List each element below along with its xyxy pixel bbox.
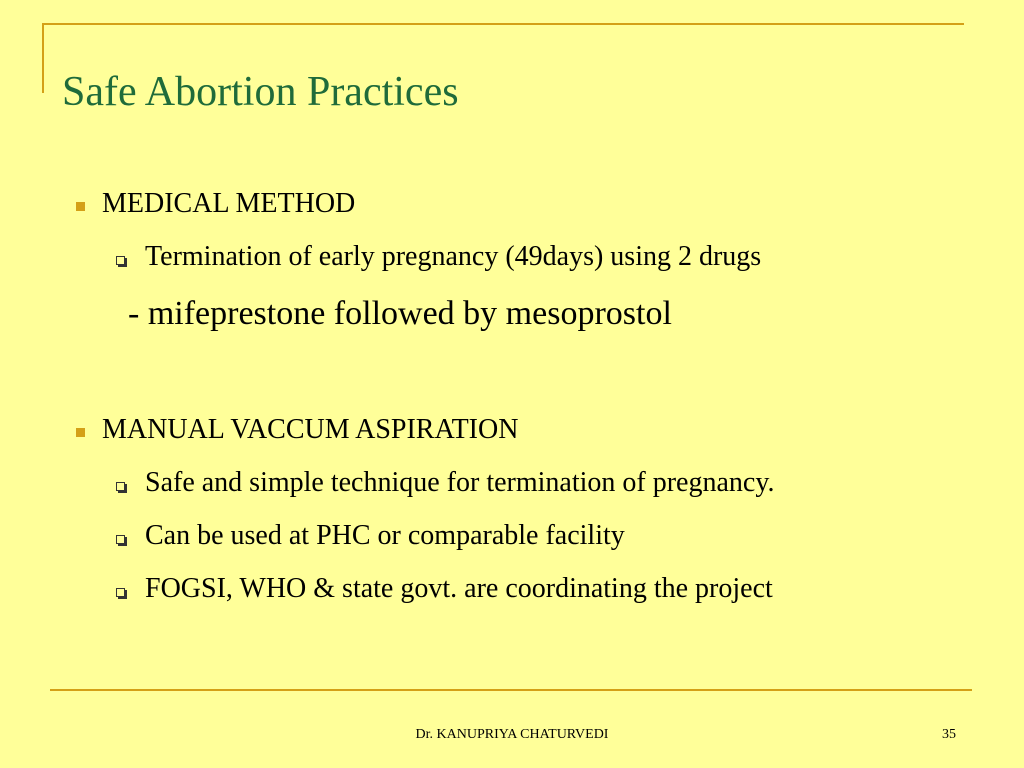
- bullet-manual-vaccum-aspiration: [102, 414, 518, 446]
- bottom-divider-line: [50, 689, 972, 691]
- bullet-text: MANUAL VACCUM ASPIRATION: [102, 414, 519, 445]
- bullet-medical-method: [102, 188, 355, 220]
- top-divider-line: [42, 23, 964, 25]
- subbullet-safe-technique: [145, 467, 775, 499]
- bullet-text: MEDICAL METHOD: [102, 188, 356, 219]
- left-divider-line: [42, 23, 44, 93]
- slide-number: 35: [942, 727, 956, 742]
- subbullet-early-pregnancy: [145, 241, 761, 273]
- continuation-line: - mifeprestone followed by mesoprostol: [128, 295, 672, 332]
- hollow-square-bullet-icon: [116, 535, 125, 544]
- subbullet-text: Safe and simple technique for termination of pregnancy.: [145, 467, 775, 498]
- square-bullet-icon: [76, 202, 85, 211]
- subbullet-coordinating-project: [145, 573, 773, 605]
- footer-author: Dr. KANUPRIYA CHATURVEDI: [415, 727, 609, 742]
- subbullet-text: FOGSI, WHO & state govt. are coordinating the project: [145, 573, 773, 604]
- hollow-square-bullet-icon: [116, 256, 125, 265]
- hollow-square-bullet-icon: [116, 482, 125, 491]
- subbullet-text: Termination of early pregnancy (49days) using 2 drugs: [145, 241, 762, 272]
- subbullet-phc-facility: [145, 520, 625, 552]
- hollow-square-bullet-icon: [116, 588, 125, 597]
- square-bullet-icon: [76, 428, 85, 437]
- slide-title: Safe Abortion Practices: [62, 69, 459, 115]
- subbullet-text: Can be used at PHC or comparable facility: [145, 520, 625, 551]
